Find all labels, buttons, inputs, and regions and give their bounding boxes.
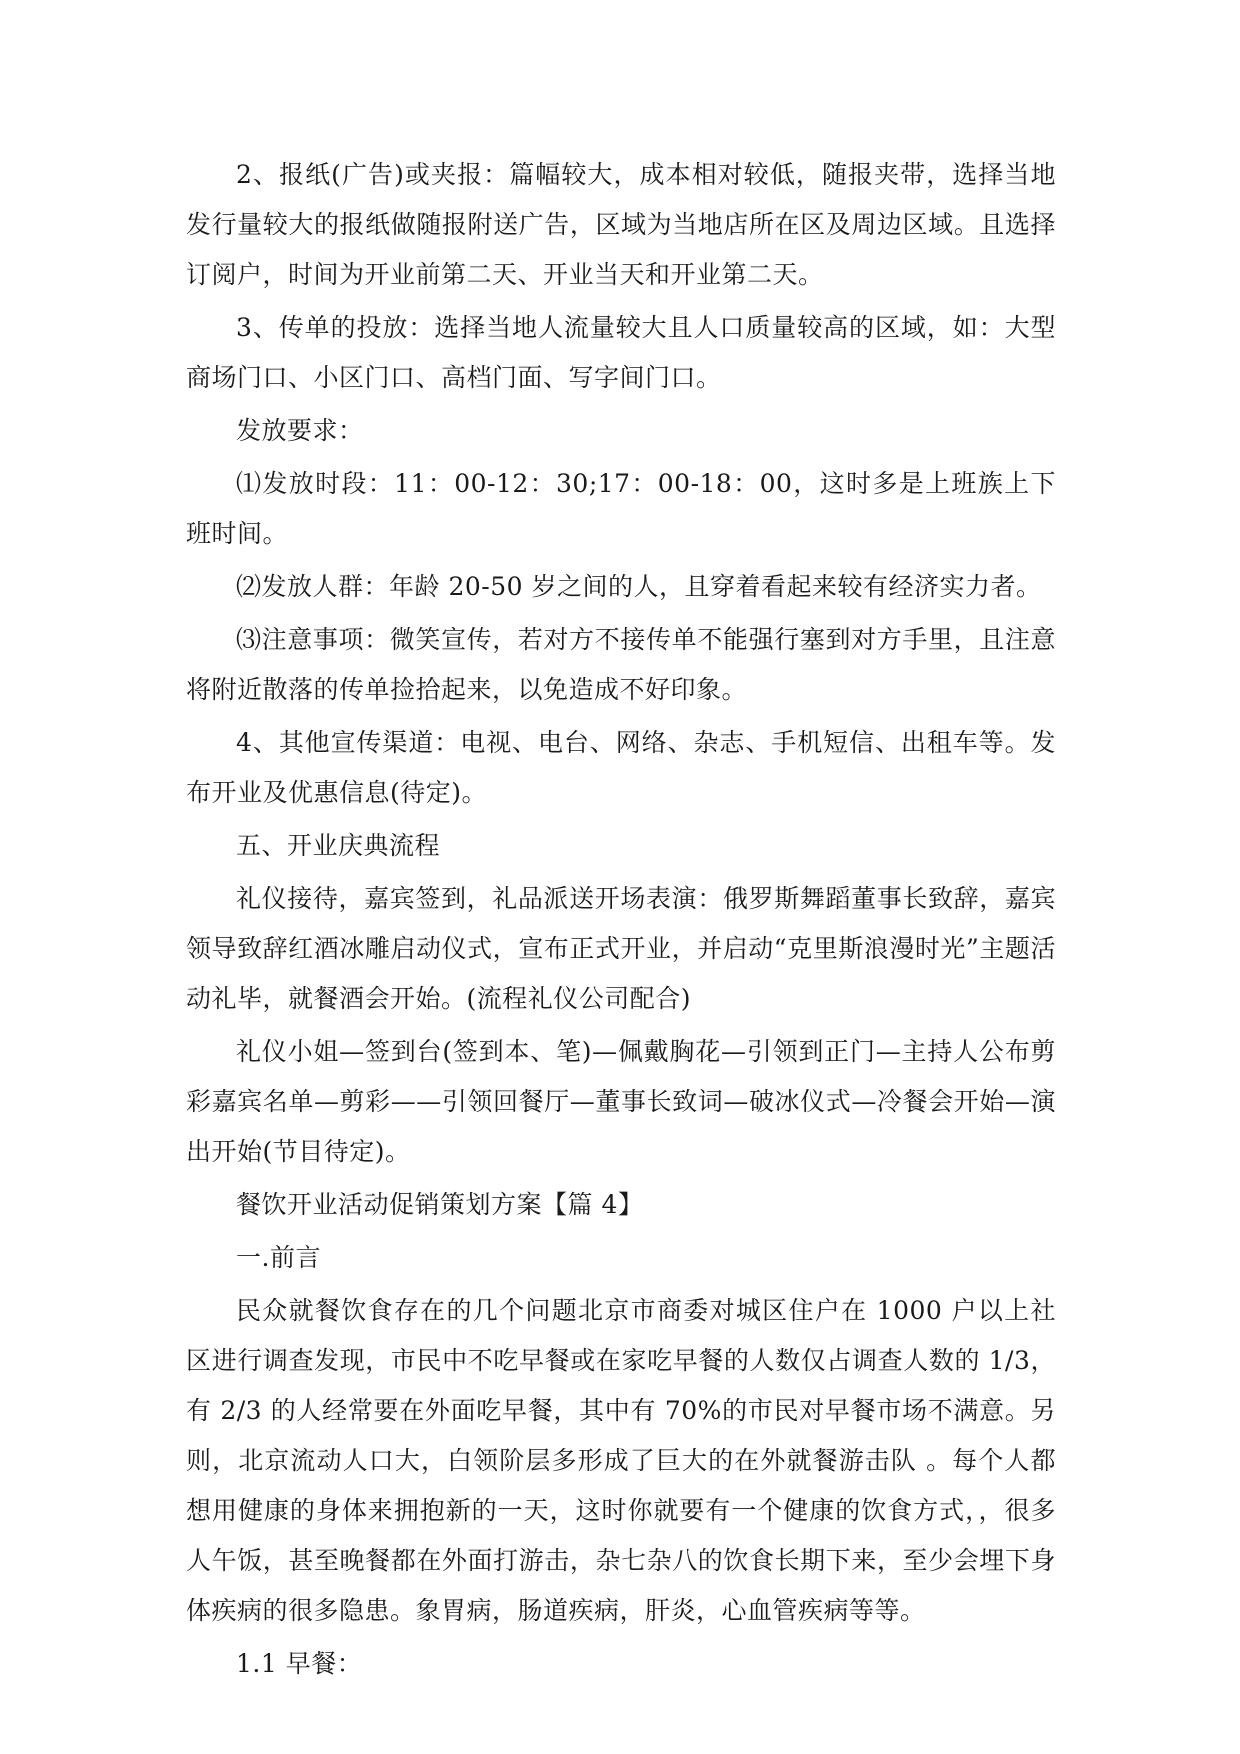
article-title-part-4: 餐饮开业活动促销策划方案【篇 4】 [236,1190,644,1219]
paragraph-flyer-distribution: 3、传单的投放：选择当地人流量较大且人口质量较高的区域，如：大型商场门口、小区门口、高档门面、写字间门口。 [186,313,1056,392]
section-heading-preface: 一.前言 [236,1243,321,1272]
paragraph-ceremony-sequence: 礼仪小姐—签到台(签到本、笔)—佩戴胸花—引领到正门—主持人公布剪彩嘉宾名单—剪彩——引领回餐厅—董事长致词—破冰仪式—冷餐会开始—演出开始(节目待定)。 [186,1037,1056,1166]
paragraph-distribution-time: ⑴发放时段：11：00-12：30;17：00-18：00，这时多是上班族上下班时间。 [186,469,1056,548]
paragraph-newspaper-ads: 2、报纸(广告)或夹报：篇幅较大，成本相对较低，随报夹带，选择当地发行量较大的报纸做随报附送广告，区域为当地店所在区及周边区域。且选择订阅户，时间为开业前第二天、开业当天和开业第二天。 [186,160,1056,289]
paragraph-preface-body: 民众就餐饮食存在的几个问题北京市商委对城区住户在 1000 户以上社区进行调查发现，市民中不吃早餐或在家吃早餐的人数仅占调查人数的 1/3，有 2/3 的人经常要在外面吃早餐，其中有 70%的市民对早餐市场不满意。另则，北京流动人口大，白领阶层多形成了巨大的在外就餐游击队 。每个人都想用健康的身体来拥抱新的一天，这时你就要有一个健康的饮食方式，，很多人午饭，甚至晚餐都在外面打游击，杂七杂八的饮食长期下来，至少会埋下身体疾病的很多隐患。象胃病，肠道疾病，肝炎，心血管疾病等等。 [186,1296,1056,1625]
paragraph-distribution-audience: ⑵发放人群：年龄 20-50 岁之间的人，且穿着看起来较有经济实力者。 [236,572,1042,601]
section-heading-opening-ceremony: 五、开业庆典流程 [236,831,441,860]
document-body [186,150,1056,1689]
subsection-heading-breakfast: 1.1 早餐： [236,1649,363,1678]
paragraph-distribution-notes: ⑶注意事项：微笑宣传，若对方不接传单不能强行塞到对方手里，且注意将附近散落的传单捡拾起来，以免造成不好印象。 [186,625,1056,704]
paragraph-distribution-requirements-heading: 发放要求： [236,416,364,445]
paragraph-other-channels: 4、其他宣传渠道：电视、电台、网络、杂志、手机短信、出租车等。发布开业及优惠信息(待定)。 [186,728,1056,807]
paragraph-ceremony-overview: 礼仪接待，嘉宾签到，礼品派送开场表演：俄罗斯舞蹈董事长致辞，嘉宾领导致辞红酒冰雕启动仪式，宣布正式开业，并启动“克里斯浪漫时光”主题活动礼毕，就餐酒会开始。(流程礼仪公司配合) [186,884,1056,1013]
